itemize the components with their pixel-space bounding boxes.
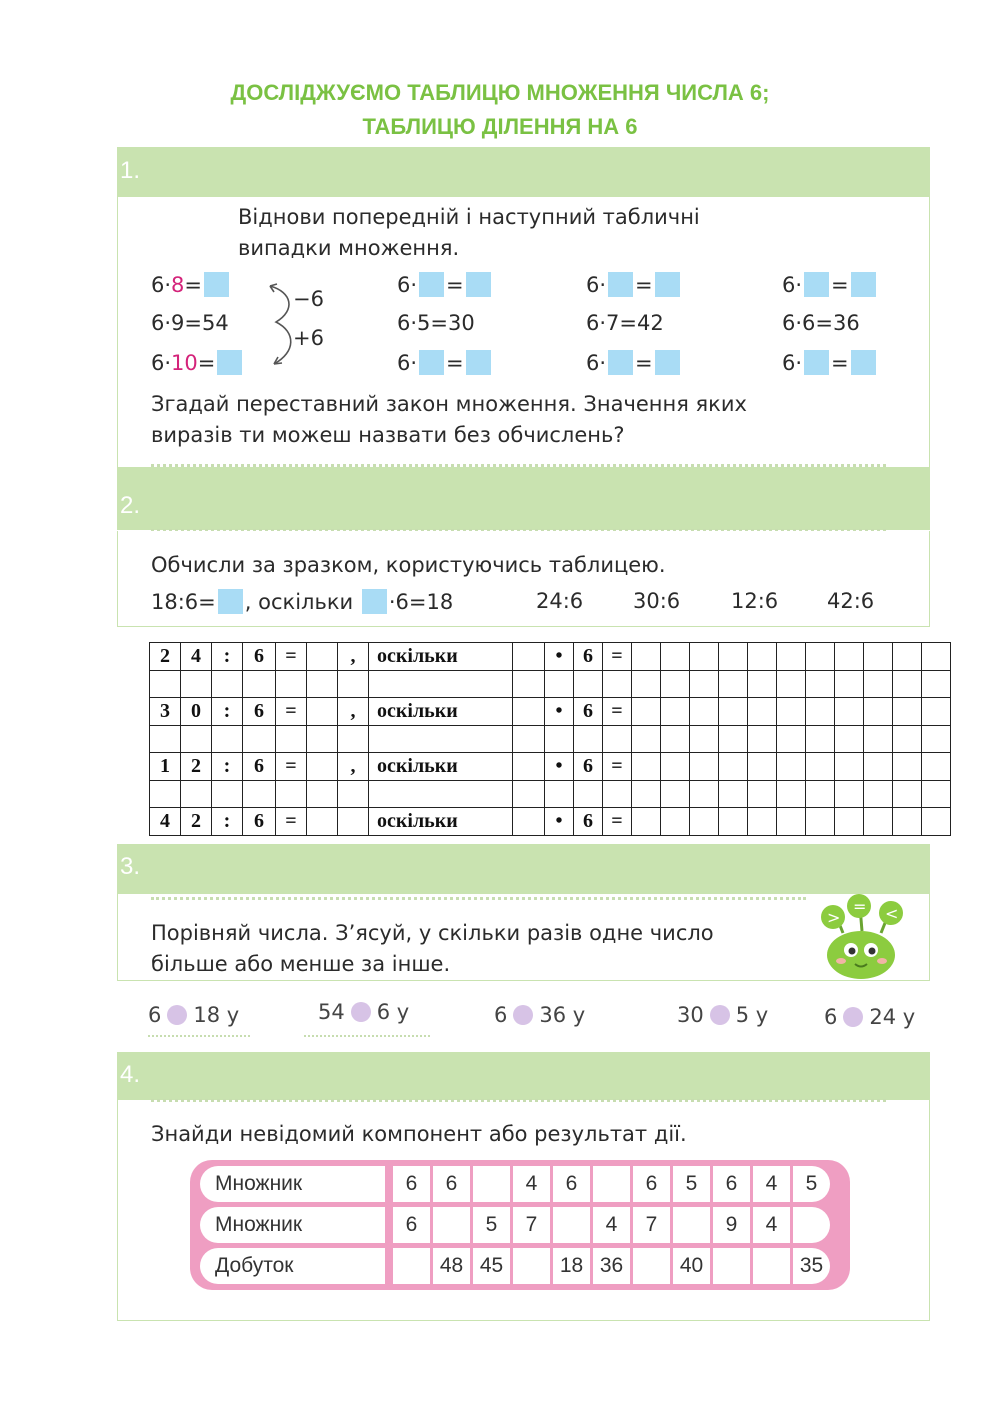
grid-cell: 4 (150, 808, 181, 836)
task3-line2: більше або менше за інше. (151, 952, 451, 976)
answer-underline[interactable] (148, 1035, 250, 1037)
grid-row (150, 780, 951, 808)
grid-row (150, 670, 951, 698)
answer-grid (149, 642, 951, 836)
answer-box[interactable] (466, 350, 491, 375)
grid-cell: , (338, 753, 369, 781)
table-cell[interactable]: 6 (393, 1166, 430, 1202)
table-cell[interactable] (673, 1207, 710, 1243)
grid-cell: оскільки (369, 753, 513, 781)
task2-sample: 18:6= , оскільки ·6=18 (151, 590, 454, 614)
answer-box[interactable] (218, 589, 243, 614)
grid-answer-cell[interactable] (307, 753, 338, 781)
table-cell[interactable]: 5 (473, 1207, 510, 1243)
table-cell[interactable]: 7 (513, 1207, 550, 1243)
comparison-item: 30 5 у (677, 1003, 769, 1027)
grid-cell: • (545, 753, 574, 781)
grid-answer-cell[interactable] (632, 808, 661, 836)
grid-cell: = (276, 753, 307, 781)
compare-sign-circle[interactable] (351, 1002, 371, 1022)
task1-number: 1. (120, 157, 141, 184)
table-cell[interactable] (793, 1207, 830, 1243)
grid-answer-cell[interactable] (513, 808, 545, 836)
table-cell[interactable]: 5 (793, 1166, 830, 1202)
svg-text:=: = (853, 897, 867, 916)
task1-header (117, 147, 930, 197)
grid-cell: оскільки (369, 808, 513, 836)
grid-answer-cell[interactable] (513, 698, 545, 726)
answer-box[interactable] (217, 350, 242, 375)
grid-cell: = (276, 698, 307, 726)
table-cell[interactable]: 9 (713, 1207, 750, 1243)
task3-header (117, 844, 930, 894)
grid-cell: 6 (243, 643, 276, 671)
grid-cell: • (545, 808, 574, 836)
compare-sign-circle[interactable] (710, 1005, 730, 1025)
grid-cell: : (212, 698, 243, 726)
answer-box[interactable] (466, 272, 491, 297)
table-cell[interactable]: 48 (433, 1248, 470, 1284)
grid-cell (338, 808, 369, 836)
table-cell[interactable]: 36 (593, 1248, 630, 1284)
task1-minus6: −6 (293, 287, 324, 311)
page-title-line2: ТАБЛИЦЮ ДІЛЕННЯ НА 6 (362, 114, 638, 139)
grid-answer-cell[interactable] (513, 643, 545, 671)
task4-instruction: Знайди невідомий компонент або результат дії. (151, 1122, 687, 1146)
table-cell[interactable] (393, 1248, 430, 1284)
grid-answer-cell[interactable] (632, 698, 661, 726)
table-cell[interactable]: 6 (393, 1207, 430, 1243)
task1-ex1-bottom: 6·10= (151, 350, 244, 375)
table-cell[interactable]: 6 (433, 1166, 470, 1202)
answer-box[interactable] (804, 350, 829, 375)
task2-number: 2. (120, 492, 141, 519)
task4-number: 4. (120, 1061, 141, 1088)
table-cell[interactable]: 6 (633, 1166, 670, 1202)
table-cell[interactable]: 18 (553, 1248, 590, 1284)
svg-text:>: > (827, 908, 841, 927)
grid-cell: 6 (243, 698, 276, 726)
table-cell[interactable]: 4 (593, 1207, 630, 1243)
comparison-item: 6 24 у (824, 1005, 916, 1029)
compare-sign-circle[interactable] (513, 1005, 533, 1025)
grid-answer-cell[interactable] (632, 643, 661, 671)
task1-instruction-line2: випадки множення. (238, 236, 460, 260)
table-cell[interactable]: 35 (793, 1248, 830, 1284)
answer-box[interactable] (608, 350, 633, 375)
grid-cell: = (276, 808, 307, 836)
grid-cell: 4 (181, 643, 212, 671)
grid-row (150, 725, 951, 753)
table-cell[interactable] (473, 1166, 510, 1202)
row-label: Множник (200, 1207, 385, 1243)
grid-cell: 6 (574, 808, 603, 836)
answer-underline[interactable] (304, 1035, 430, 1037)
table-cell[interactable]: 4 (753, 1207, 790, 1243)
answer-box[interactable] (419, 272, 444, 297)
grid-cell: 2 (150, 643, 181, 671)
grid-cell: = (603, 753, 632, 781)
compare-sign-circle[interactable] (843, 1007, 863, 1027)
task2-instruction: Обчисли за зразком, користуючись таблицею. (151, 553, 666, 577)
table-cell[interactable]: 45 (473, 1248, 510, 1284)
answer-box[interactable] (608, 272, 633, 297)
grid-cell: 0 (181, 698, 212, 726)
task1-plus6: +6 (293, 326, 324, 350)
green-monster-mascot-icon (815, 893, 915, 981)
grid-row (150, 753, 951, 781)
comparison-item: 6 36 у (494, 1003, 586, 1027)
task2-expr-30: 30:6 (633, 589, 681, 613)
comparison-item: 6 18 у (148, 1003, 240, 1027)
grid-cell: • (545, 643, 574, 671)
table-cell[interactable]: 5 (673, 1166, 710, 1202)
table-cell[interactable]: 40 (673, 1248, 710, 1284)
grid-cell: 6 (574, 643, 603, 671)
grid-cell: 6 (243, 753, 276, 781)
grid-cell: 3 (150, 698, 181, 726)
task1-ex4-bottom: 6· = (782, 350, 878, 375)
dotted-divider (151, 897, 806, 900)
dotted-divider (151, 1099, 886, 1102)
grid-cell: , (338, 698, 369, 726)
answer-box[interactable] (655, 272, 680, 297)
grid-cell: = (603, 643, 632, 671)
row-label: Множник (200, 1166, 385, 1202)
row-label: Добуток (200, 1248, 385, 1284)
grid-row (150, 643, 951, 671)
table-cell[interactable]: 4 (753, 1166, 790, 1202)
comparison-item: 54 6 у (318, 1000, 410, 1024)
task1-ex1-middle: 6·9=54 (151, 311, 229, 335)
grid-cell: : (212, 753, 243, 781)
task3-line1: Порівняй числа. З’ясуй, у скільки разів одне число (151, 921, 714, 945)
task2-expr-42: 42:6 (827, 589, 875, 613)
grid-row (150, 808, 951, 836)
task3-number: 3. (120, 853, 141, 880)
task1-ex4-top: 6· = (782, 272, 878, 297)
task2-expr-24: 24:6 (536, 589, 584, 613)
grid-cell: 2 (181, 808, 212, 836)
grid-cell: = (603, 808, 632, 836)
answer-box[interactable] (851, 272, 876, 297)
grid-cell: оскільки (369, 698, 513, 726)
task1-ex3-middle: 6·7=42 (586, 311, 664, 335)
answer-box[interactable] (804, 272, 829, 297)
grid-cell: , (338, 643, 369, 671)
task1-ex1-top: 6·8= (151, 272, 231, 297)
grid-cell: 6 (574, 698, 603, 726)
task1-ex2-top: 6· = (397, 272, 493, 297)
task2-expr-12: 12:6 (731, 589, 779, 613)
answer-box[interactable] (655, 350, 680, 375)
grid-cell: 1 (150, 753, 181, 781)
table-cell[interactable] (513, 1248, 550, 1284)
grid-cell: 2 (181, 753, 212, 781)
grid-answer-cell[interactable] (307, 643, 338, 671)
task1-instruction-line1: Віднови попередній і наступний табличні (238, 205, 700, 229)
task4-header (117, 1052, 930, 1100)
answer-box[interactable] (419, 350, 444, 375)
table-cell[interactable]: 4 (513, 1166, 550, 1202)
page-title-line1: ДОСЛІДЖУЄМО ТАБЛИЦЮ МНОЖЕННЯ ЧИСЛА 6; (230, 80, 770, 105)
svg-text:<: < (885, 904, 899, 923)
grid-cell: = (276, 643, 307, 671)
grid-cell: • (545, 698, 574, 726)
table-cell[interactable]: 6 (713, 1166, 750, 1202)
table-cell[interactable] (433, 1207, 470, 1243)
table-cell[interactable]: 6 (553, 1166, 590, 1202)
task1-ex3-bottom: 6· = (586, 350, 682, 375)
answer-box[interactable] (204, 272, 229, 297)
table-cell[interactable] (633, 1248, 670, 1284)
grid-answer-cell[interactable] (632, 753, 661, 781)
task2-header (117, 467, 930, 530)
task1-ex2-middle: 6·5=30 (397, 311, 475, 335)
answer-box[interactable] (362, 589, 387, 614)
compare-sign-circle[interactable] (167, 1005, 187, 1025)
table-cell[interactable]: 7 (633, 1207, 670, 1243)
task1-question-line2: виразів ти можеш назвати без обчислень? (151, 423, 625, 447)
grid-cell: : (212, 808, 243, 836)
table-cell[interactable] (593, 1166, 630, 1202)
grid-row (150, 698, 951, 726)
grid-cell: 6 (243, 808, 276, 836)
grid-cell: = (603, 698, 632, 726)
task1-ex4-middle: 6·6=36 (782, 311, 860, 335)
table-cell[interactable] (553, 1207, 590, 1243)
grid-answer-cell[interactable] (307, 698, 338, 726)
grid-answer-cell[interactable] (307, 808, 338, 836)
answer-box[interactable] (851, 350, 876, 375)
task1-ex2-bottom: 6· = (397, 350, 493, 375)
grid-cell: 6 (574, 753, 603, 781)
grid-cell: : (212, 643, 243, 671)
grid-answer-cell[interactable] (513, 753, 545, 781)
table-cell[interactable] (753, 1248, 790, 1284)
grid-cell: оскільки (369, 643, 513, 671)
factor-product-table (190, 1160, 850, 1290)
table-cell[interactable] (713, 1248, 750, 1284)
task1-ex3-top: 6· = (586, 272, 682, 297)
task1-question-line1: Згадай переставний закон множення. Значення яких (151, 392, 747, 416)
